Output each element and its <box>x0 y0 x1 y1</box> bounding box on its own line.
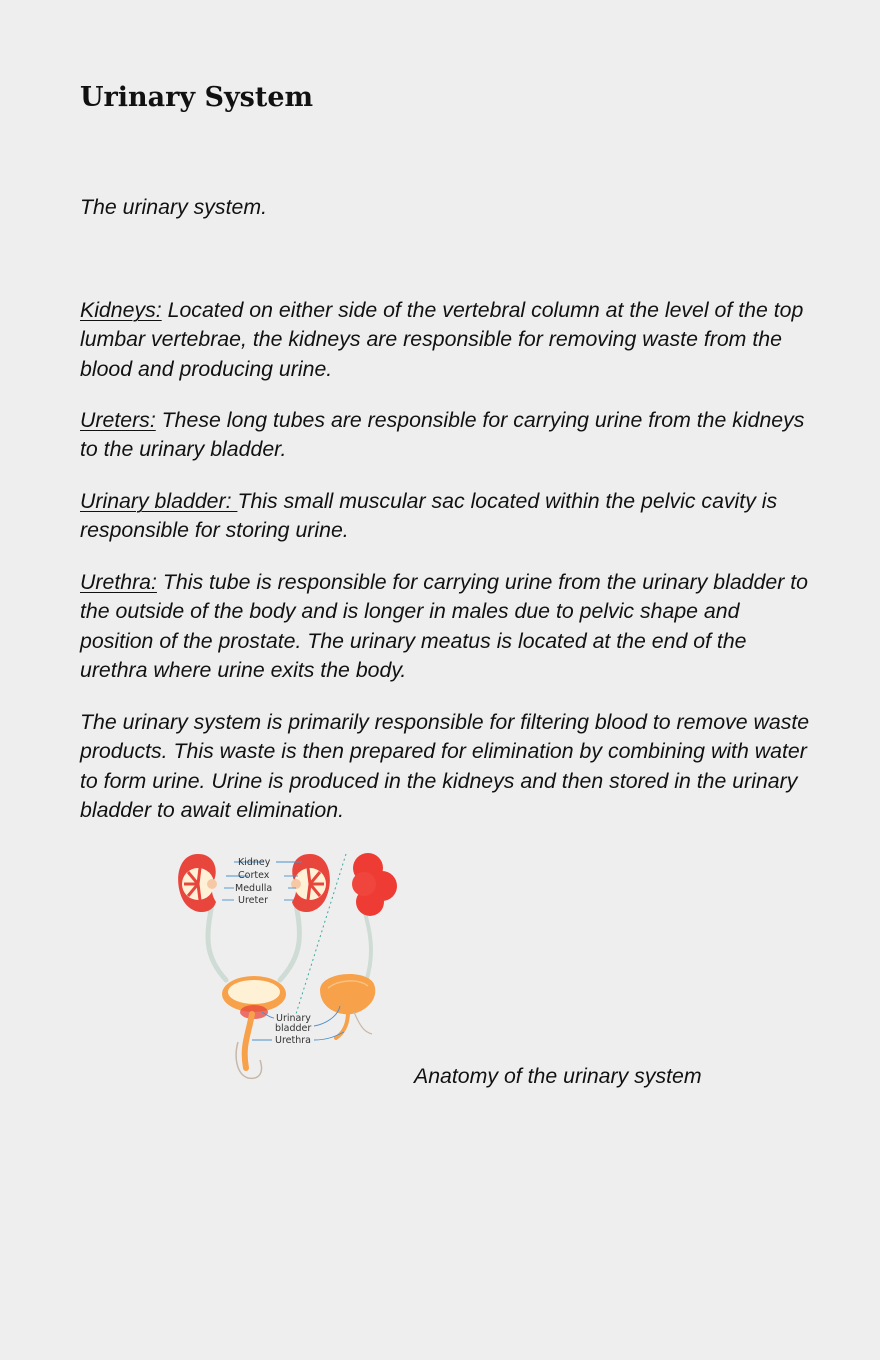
page-title: Urinary System <box>80 82 314 113</box>
side-bladder <box>320 974 375 1038</box>
left-ureter <box>208 904 226 980</box>
label-cortex: Cortex <box>238 870 270 881</box>
right-ureter <box>280 904 299 980</box>
urethra-term: Urethra: <box>80 570 157 594</box>
bladder-term: Urinary bladder: <box>80 489 238 513</box>
ureters-paragraph <box>80 406 810 465</box>
kidneys-term: Kidneys: <box>80 298 162 322</box>
right-kidney <box>291 854 330 912</box>
label-urinary: Urinary <box>276 1013 311 1024</box>
label-medulla: Medulla <box>235 883 273 894</box>
bladder-description: This small muscular sac located within the pelvic cavity is responsible for storing urine. <box>80 489 778 543</box>
label-ureter: Ureter <box>238 895 268 906</box>
summary-paragraph: The urinary system is primarily responsible for filtering blood to remove waste products. This waste is then prepared for elimination by combining with water to form urine. Urine is produced in the kidneys and then stored in the urinary bladder to await elimination. <box>80 710 810 823</box>
label-kidney: Kidney <box>238 857 271 868</box>
urethra-description: This tube is responsible for carrying urine from the urinary bladder to the outside of the body and is longer in males due to pelvic shape and position of the prostate. The urinary meatus is located at the end of the urethra where urine exits the body. <box>80 570 808 683</box>
side-ureter <box>364 910 371 982</box>
ureters-description: These long tubes are responsible for carrying urine from the kidneys to the urinary bladder. <box>80 408 805 462</box>
intro-text: The urinary system. <box>80 195 267 219</box>
ureters-term: Ureters: <box>80 408 156 432</box>
urinary-system-diagram <box>168 846 408 1086</box>
left-kidney <box>178 854 217 912</box>
label-urethra: Urethra <box>275 1035 311 1046</box>
kidneys-paragraph <box>80 296 810 384</box>
figure-caption: Anatomy of the urinary system <box>414 1064 702 1088</box>
urethra-paragraph <box>80 568 810 686</box>
label-bladder: bladder <box>275 1023 312 1034</box>
side-view-kidney <box>352 853 397 916</box>
kidneys-description: Located on either side of the vertebral column at the level of the top lumbar vertebrae, the kidneys are responsible for removing waste from the blood and producing urine. <box>80 298 804 381</box>
bladder-paragraph <box>80 487 810 546</box>
